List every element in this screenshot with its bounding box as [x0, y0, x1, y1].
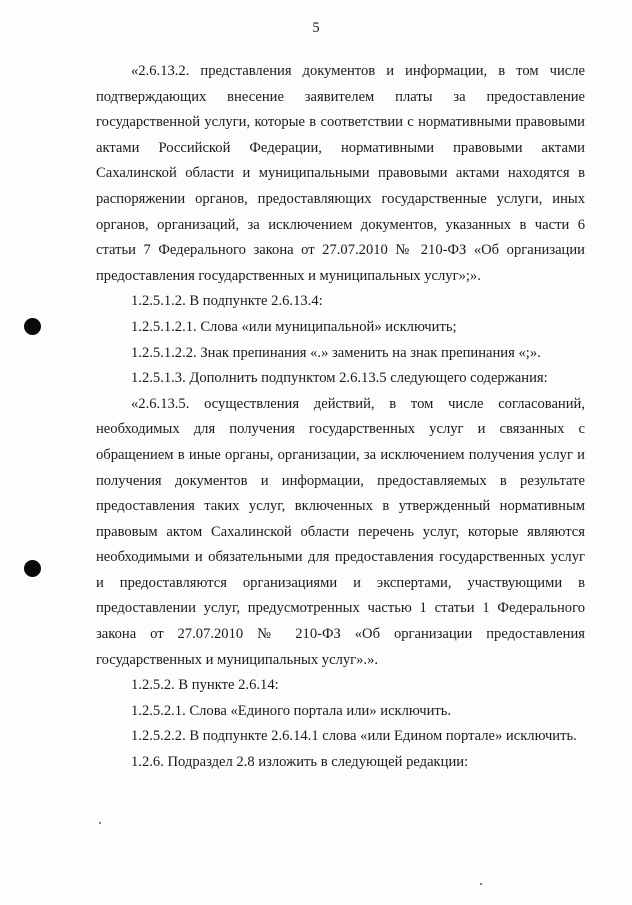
document-body: [96, 59, 585, 776]
paragraph-2-6-13-2: «2.6.13.2. представления документов и информации, в том числе подтверждающих внесение заявителем платы за предоставление государственной услуги, которые в соответствии с нормативными правовыми актами Российской Федерации, нормативными правовыми актами Сахалинской области и муниципальными правовыми актами находятся в распоряжении органов, предоставляющих государственные услуги, иных органов, организаций, за исключением документов, указанных в части 6 статьи 7 Федерального закона от 27.07.2010 № 210-ФЗ «Об организации предоставления государственных и муниципальных услуг»;».: [96, 63, 585, 284]
paragraph-2-6-13-5: «2.6.13.5. осуществления действий, в том числе согласований, необходимых для получения государственных услуг и связанных с обращением в иные органы, организации, за исключением получения услуг и получения документов и информации, предоставляемых в результате предоставления таких услуг, включенных в утвержденный нормативным правовым актом Сахалинской области перечень услуг, которые являются необходимыми и обязательными для предоставления государственных услуг и предоставляются организациями и экспертами, участвующими в предоставлении услуг, предусмотренных частью 1 статьи 1 Федерального закона от 27.07.2010 № 210-ФЗ «Об организации предоставления государственных и муниципальных услуг».».: [96, 395, 585, 668]
paragraph-1-2-6: 1.2.6. Подраздел 2.8 изложить в следующей редакции:: [131, 754, 469, 771]
paragraph-1-2-5-2: 1.2.5.2. В пункте 2.6.14:: [131, 677, 279, 694]
paragraph-1-2-5-1-2-1: 1.2.5.1.2.1. Слова «или муниципальной» исключить;: [131, 318, 457, 335]
page-number: 5: [312, 20, 320, 36]
punch-hole: [24, 318, 41, 335]
paragraph-1-2-5-1-3: 1.2.5.1.3. Дополнить подпунктом 2.6.13.5 следующего содержания:: [131, 370, 548, 387]
punch-hole: [24, 560, 41, 577]
paragraph-1-2-5-1-2: 1.2.5.1.2. В подпункте 2.6.13.4:: [131, 293, 323, 310]
paragraph-1-2-5-2-1: 1.2.5.2.1. Слова «Единого портала или» исключить.: [131, 702, 452, 719]
paragraph-1-2-5-2-2: 1.2.5.2.2. В подпункте 2.6.14.1 слова «или Едином портале» исключить.: [131, 728, 577, 745]
paragraph-1-2-5-1-2-2: 1.2.5.1.2.2. Знак препинания «.» заменить на знак препинания «;».: [131, 344, 541, 361]
scan-speck: [480, 883, 482, 885]
scan-speck: [99, 822, 101, 824]
